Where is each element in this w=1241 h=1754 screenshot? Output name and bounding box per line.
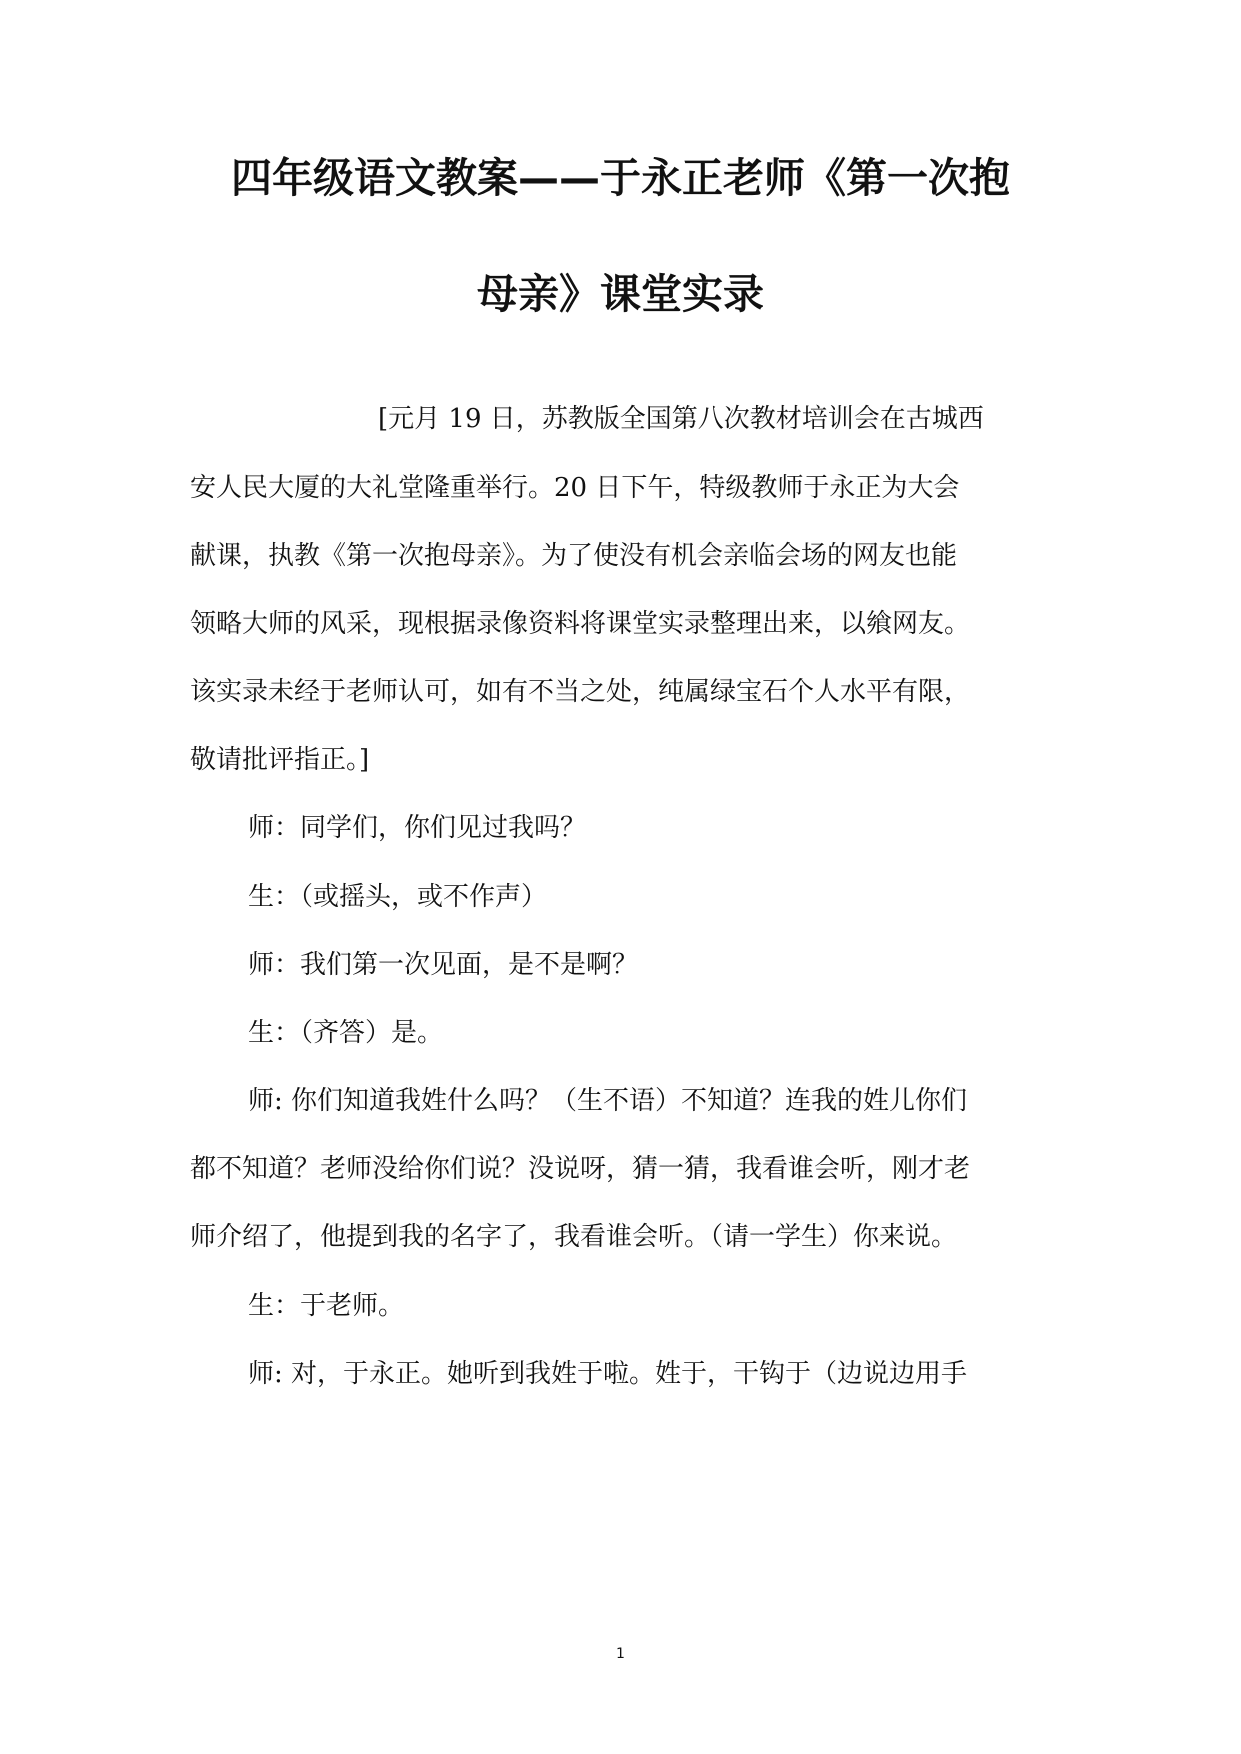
- intro-line: 安人民大厦的大礼堂隆重举行。20 日下午，特级教师于永正为大会: [190, 473, 960, 503]
- intro-line: 领略大师的风采，现根据录像资料将课堂实录整理出来，以飨网友。: [190, 609, 971, 639]
- dialogue-student: 生：（齐答）是。: [248, 1018, 444, 1048]
- dialogue-teacher-continued: 都不知道？老师没给你们说？没说呀，猜一猜，我看谁会听，刚才老: [190, 1154, 971, 1184]
- intro-line: 献课，执教《第一次抱母亲》。为了使没有机会亲临会场的网友也能: [190, 541, 958, 571]
- dialogue-student: 生：于老师。: [248, 1291, 405, 1321]
- intro-line: [元月 19 日，苏教版全国第八次教材培训会在古城西: [378, 404, 984, 434]
- dialogue-teacher: 师: 对，于永正。她听到我姓于啦。姓于，干钩于（边说边用手: [248, 1359, 968, 1389]
- intro-line: 该实录未经于老师认可，如有不当之处，纯属绿宝石个人水平有限，: [190, 677, 971, 707]
- dialogue-teacher-continued: 师介绍了，他提到我的名字了，我看谁会听。（请一学生）你来说。: [190, 1222, 958, 1252]
- dialogue-teacher: 师：同学们，你们见过我吗？: [248, 813, 587, 843]
- document-title-line-1: 四年级语文教案——于永正老师《第一次抱: [231, 154, 1010, 202]
- dialogue-student: 生：（或摇头，或不作声）: [248, 882, 548, 912]
- page-number: 1: [616, 1646, 625, 1662]
- dialogue-teacher: 师: 你们知道我姓什么吗？（生不语）不知道？连我的姓儿你们: [248, 1086, 968, 1116]
- document-title-line-2: 母亲》课堂实录: [477, 270, 764, 318]
- intro-line: 敬请批评指正。]: [190, 745, 370, 775]
- dialogue-teacher: 师：我们第一次见面，是不是啊？: [248, 950, 639, 980]
